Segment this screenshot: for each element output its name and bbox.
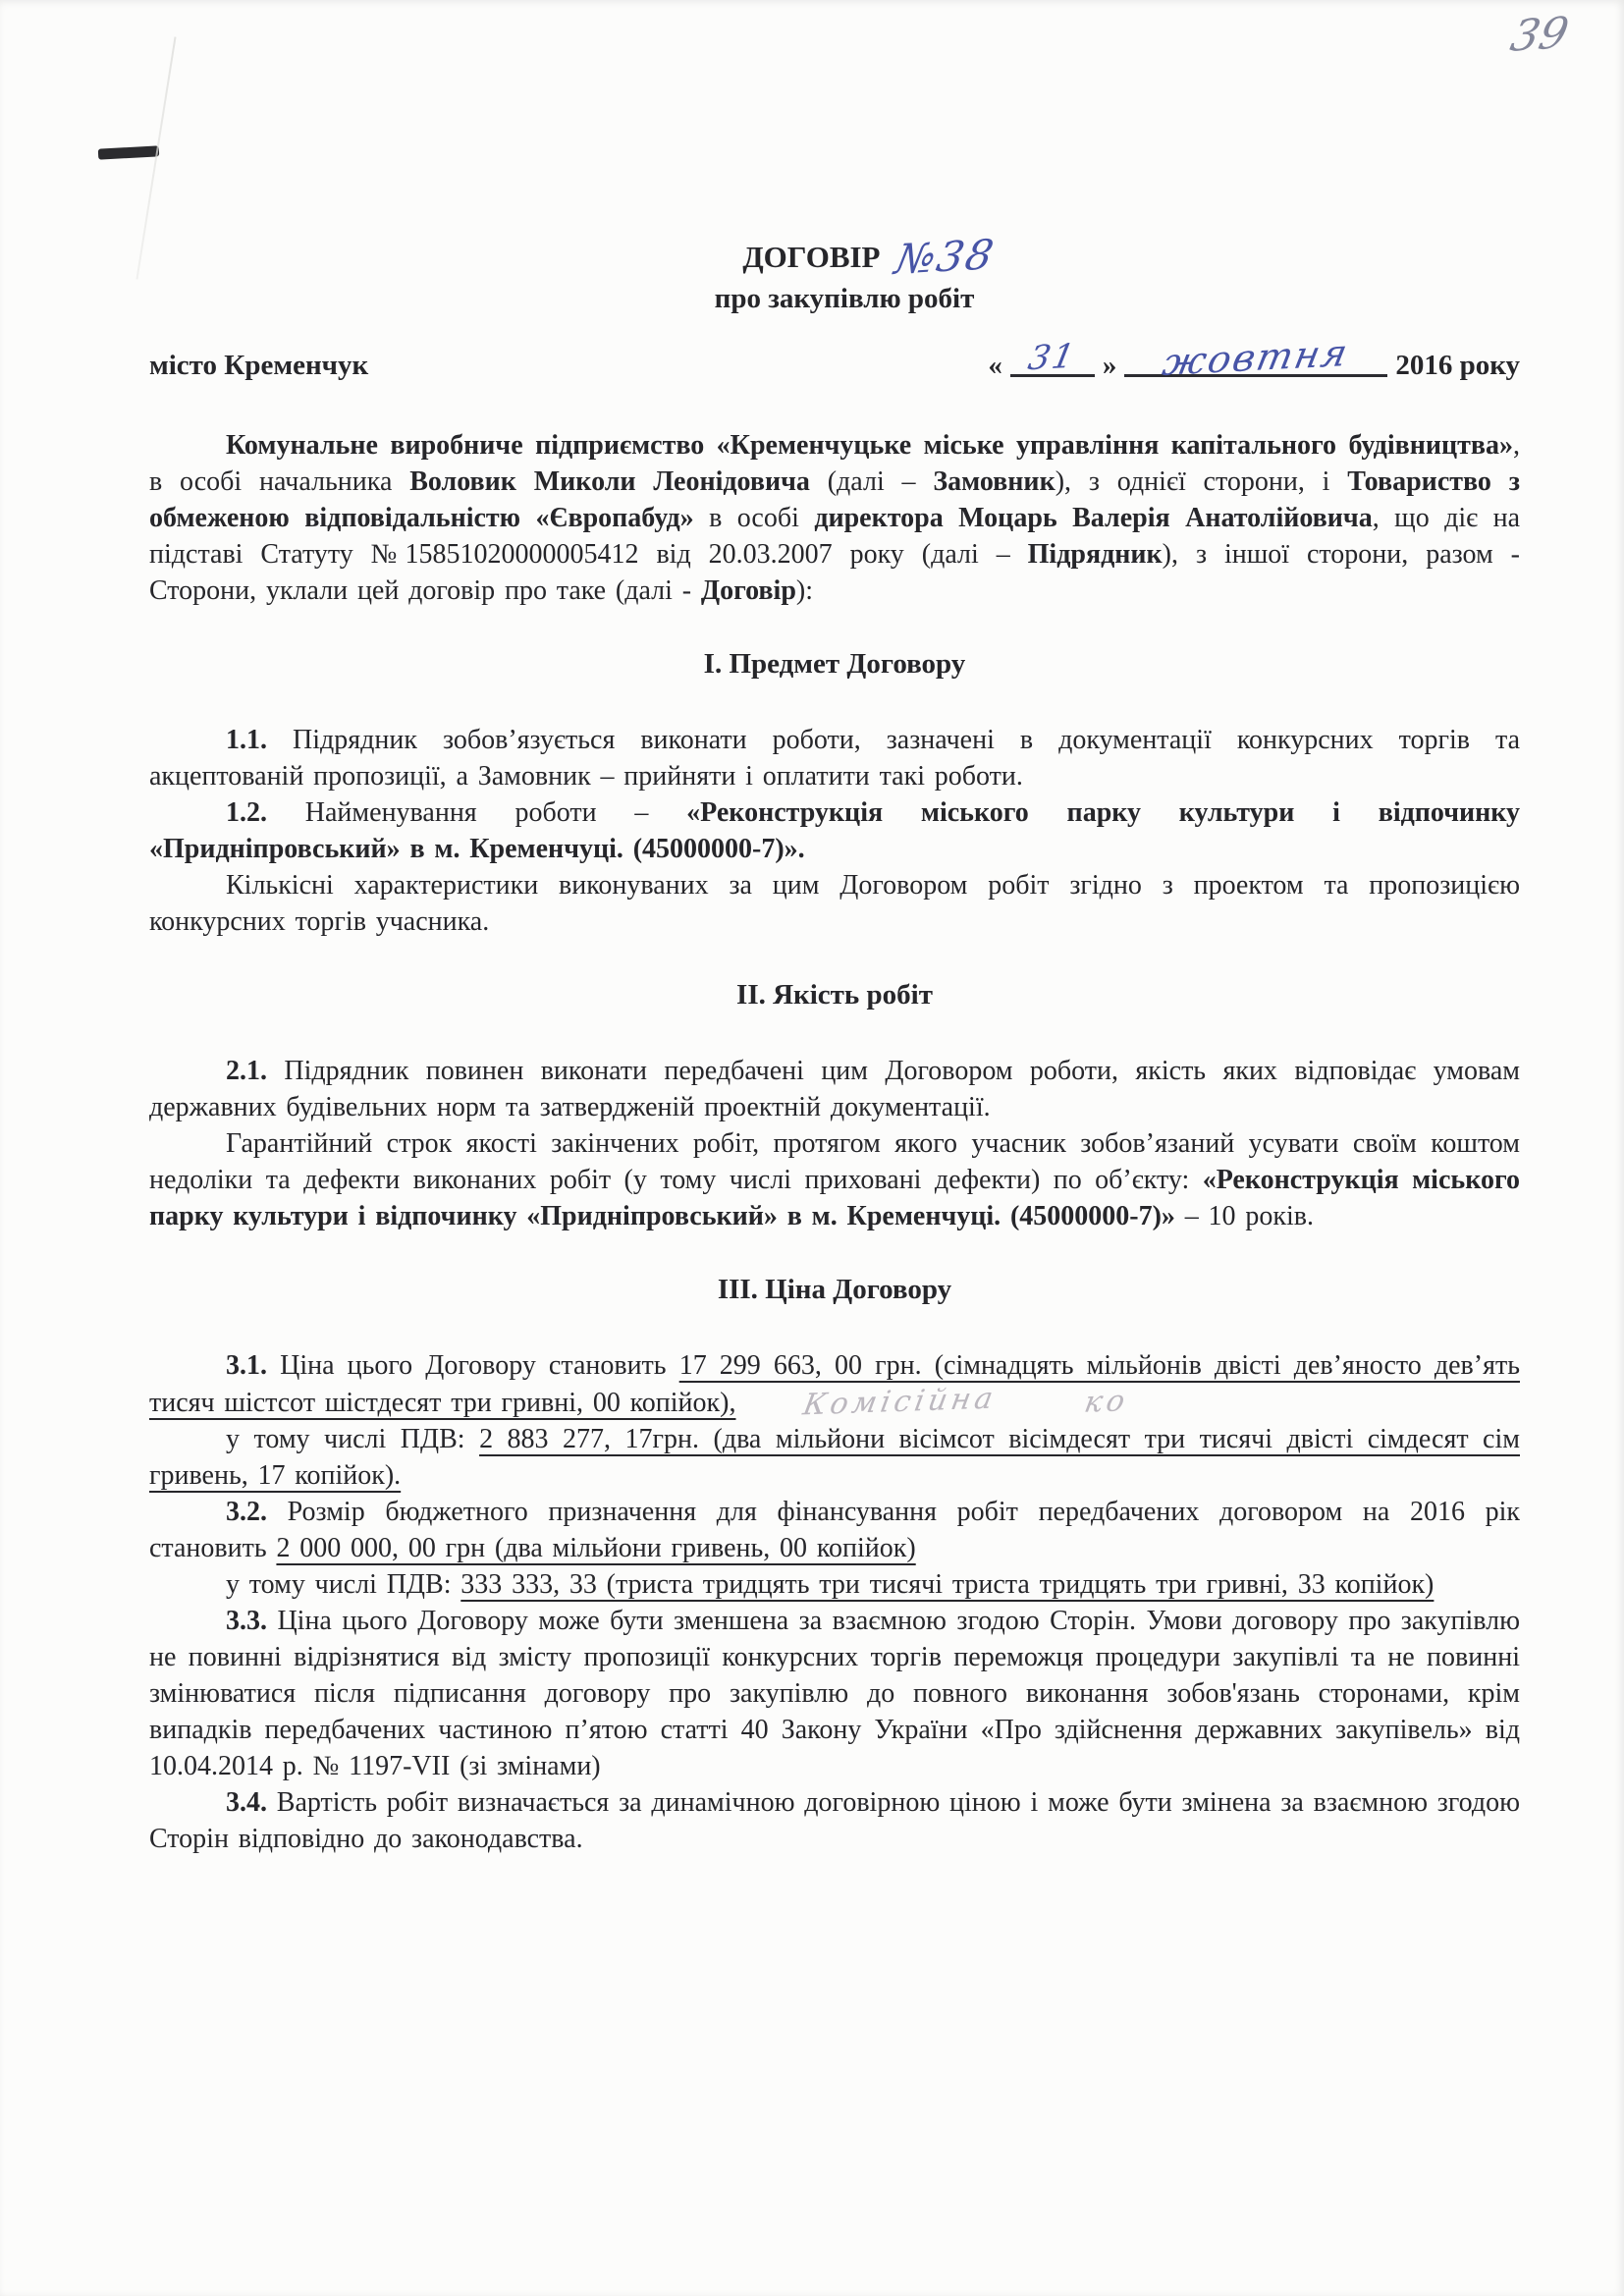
handwritten-contract-number: №38 <box>891 230 1000 284</box>
section-1-heading: І. Предмет Договору <box>703 648 966 680</box>
vat-amount: 2 883 277, 17грн. (два мільйони вісімсот вісімдесят три тисячі двісті сімдесят сім гривень, 17 копійок). <box>149 1424 1520 1491</box>
handwritten-day: 31 <box>1025 336 1080 379</box>
handwritten-page-number: 39 <box>1505 8 1574 62</box>
document-subtitle: про закупівлю робіт <box>714 283 975 314</box>
handwritten-month: жовтня <box>1159 331 1354 384</box>
customer-representative: Воловик Миколи Леонідовича <box>409 466 810 497</box>
month-blank <box>1124 331 1387 384</box>
clause-3-1: 3.1. Ціна цього Договору становить 17 299 663, 00 грн. (сімнадцять мільйонів двісті дев’яносто дев’ять тисяч шістсот шістдесят три гривні, 00 копійок), Комісійна ко <box>149 1350 1520 1423</box>
open-quote: « <box>988 350 1002 381</box>
day-blank <box>1010 336 1095 379</box>
clause-2-1: 2.1. Підрядник повинен виконати передбачені цим Договором роботи, якість яких відповідає умовам державних будівельних норм та затвердженій проектній документації. <box>149 1056 1520 1122</box>
document-title: ДОГОВІР <box>742 240 881 274</box>
contractor-representative: директора Моцарь Валерія Анатолійовича <box>814 503 1373 533</box>
section-3-heading: ІІІ. Ціна Договору <box>717 1274 952 1305</box>
pencil-annotation-2: ко <box>1081 1384 1131 1420</box>
clause-1-2: 1.2. Найменування роботи – «Реконструкція міського парку культури і відпочинку «Придніпровський» в м. Кременчуці. (45000000-7)». <box>149 797 1520 864</box>
date-line <box>988 331 1520 384</box>
city-label: місто Кременчук <box>149 350 369 381</box>
clause-1-quantities: Кількісні характеристики виконуваних за цим Договором робіт згідно з проектом та пропозицією конкурсних торгів учасника. <box>149 870 1520 937</box>
customer-name: Комунальне виробниче підприємство «Кременчуцьке міське управління капітального будівництва» <box>226 430 1513 461</box>
city-and-date-row <box>149 331 1520 384</box>
budget-amount: 2 000 000, 00 грн (два мільйони гривень, 00 копійок) <box>276 1533 916 1563</box>
document-title-row <box>183 230 1553 284</box>
pencil-annotation: Комісійна <box>800 1381 1001 1423</box>
clause-3-2: 3.2. Розмір бюджетного призначення для фінансування робіт передбачених договором на 2016 рік становить 2 000 000, 00 грн (два мільйони гривень, 00 копійок) <box>149 1497 1520 1563</box>
preamble-paragraph: Комунальне виробниче підприємство «Кременчуцьке міське управління капітального будівництва», в особі начальника Воловик Миколи Леонідовича (далі – Замовник), з однієї сторони, і Товариство з обмеженою відповідальністю «Європабуд» в особі директора Моцарь Валерія Анатолійовича, що діє на підставі Статуту №15851020000005412 від 20.03.2007 року (далі – Підрядник), з іншої сторони, разом - Сторони, уклали цей договір про таке (далі - Договір): <box>149 430 1521 606</box>
clause-3-2-vat: у тому числі ПДВ: 333 333, 33 (триста тридцять три тисячі триста тридцять три гривні, 33 копійок) <box>226 1569 1435 1600</box>
clause-3-4: 3.4. Вартість робіт визначається за динамічною договірною ціною і може бути змінена за взаємною згодою Сторін відповідно до законодавства. <box>149 1787 1520 1854</box>
section-2-heading: ІІ. Якість робіт <box>736 979 933 1011</box>
work-title: «Реконструкція міського парку культури і відпочинку «Придніпровський» в м. Кременчуці. (45000000-7)». <box>149 797 1520 864</box>
document-content <box>149 0 1520 1857</box>
contractor-name: Товариство з обмеженою відповідальністю «Європабуд» <box>149 466 1521 533</box>
object-title: «Реконструкція міського парку культури і відпочинку «Придніпровський» в м. Кременчуці. (45000000-7)» <box>149 1165 1520 1231</box>
year-label: 2016 року <box>1395 350 1520 381</box>
clause-3-1-vat: у тому числі ПДВ: 2 883 277, 17грн. (два мільйони вісімсот вісімдесят три тисячі двісті сімдесят сім гривень, 17 копійок). <box>149 1424 1520 1491</box>
clause-3-3: 3.3. Ціна цього Договору може бути зменшена за взаємною згодою Сторін. Умови договору про закупівлю не повинні відрізнятися від змісту пропозиції конкурсних торгів переможця процедури закупівлі та не повинні змінюватися після підписання договору про закупівлю до повного виконання зобов'язань сторонами, крім випадків передбачених частиною п’ятою статті 40 Закону України «Про здійснення державних закупівель» від 10.04.2014 р. № 1197-VII (зі змінами) <box>149 1606 1520 1781</box>
clause-2-warranty: Гарантійний строк якості закінчених робіт, протягом якого учасник зобов’язаний усувати своїм коштом недоліки та дефекти виконаних робіт (у тому числі приховані дефекти) по об’єкту: «Реконструкція міського парку культури і відпочинку «Придніпровський» в м. Кременчуці. (45000000-7)» – 10 років. <box>149 1128 1520 1231</box>
vat-amount-2: 333 333, 33 (триста тридцять три тисячі триста тридцять три гривні, 33 копійок) <box>460 1569 1435 1600</box>
contract-price: 17 299 663, 00 грн. (сімнадцять мільйонів двісті дев’яносто дев’ять тисяч шістсот шістдесят три гривні, 00 копійок), <box>149 1350 1520 1418</box>
clause-1-1: 1.1. Підрядник зобов’язується виконати роботи, зазначені в документації конкурсних торгів та акцептованій пропозиції, а Замовник – прийняти і оплатити такі роботи. <box>149 725 1520 792</box>
close-quote: » <box>1102 350 1117 381</box>
